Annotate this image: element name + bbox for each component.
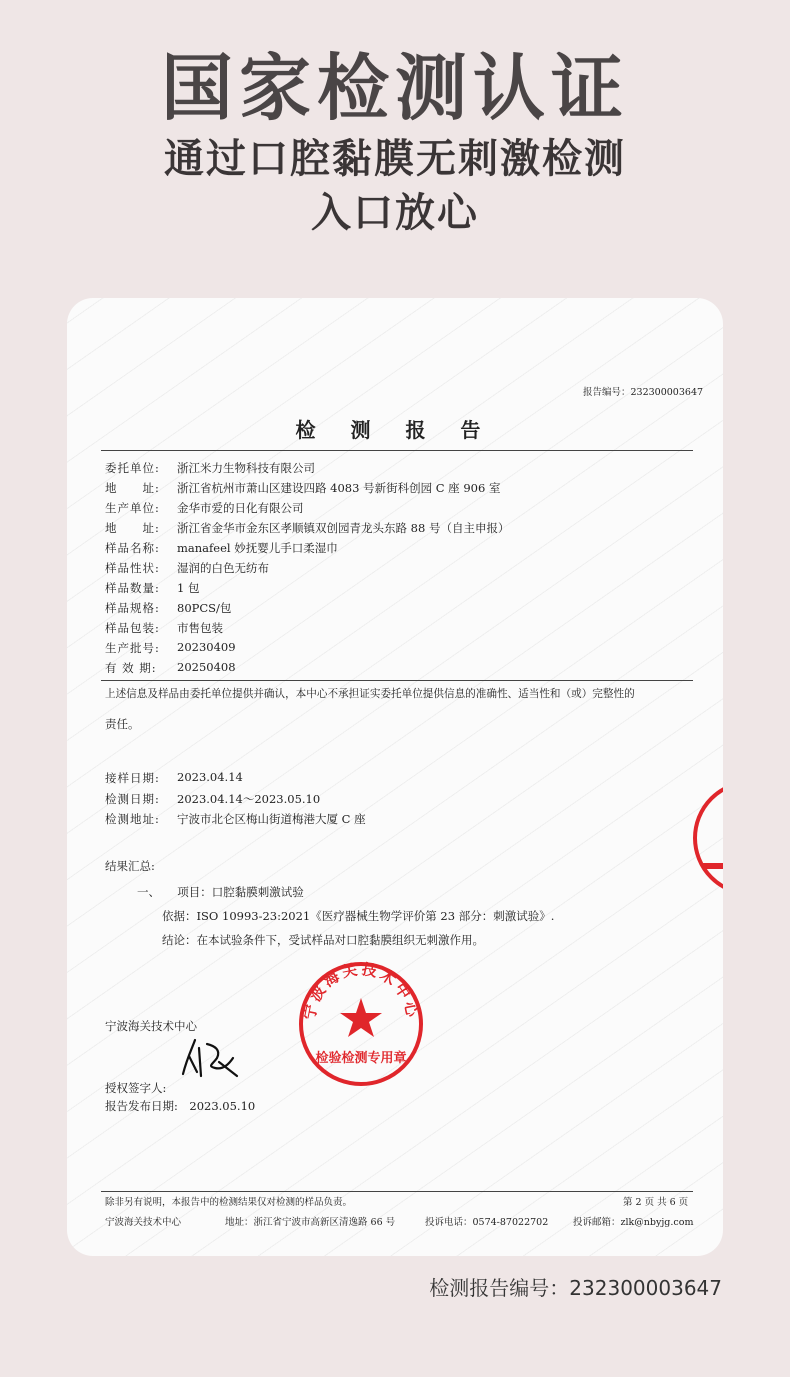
issuer-name: 宁波海关技术中心: [105, 1019, 197, 1033]
divider-footer: [101, 1191, 693, 1192]
date-value: 2023.04.14: [177, 770, 243, 784]
footer-center-name: 宁波海关技术中心: [105, 1217, 182, 1228]
field-label: 地 址:: [105, 481, 160, 495]
field-label: 委托单位:: [105, 461, 160, 475]
field-label: 样品包装:: [105, 621, 160, 635]
footer-email: 投诉邮箱：zlk@nbyjg.com: [573, 1217, 694, 1228]
page-title: 国家检测认证: [160, 46, 629, 130]
field-label: 生产单位:: [105, 501, 160, 515]
date-label: 检测地址:: [105, 812, 160, 826]
test-conclusion: 结论：在本试验条件下，受试样品对口腔黏膜组织无刺激作用。: [162, 933, 484, 947]
date-label: 检测日期:: [105, 792, 160, 806]
issue-date: 报告发布日期: 2023.05.10: [105, 1099, 256, 1113]
field-label: 样品性状:: [105, 561, 160, 575]
date-label: 接样日期:: [105, 771, 160, 785]
signatory-label: 授权签字人:: [105, 1081, 167, 1095]
field-value: 20230409: [177, 640, 236, 654]
field-value: 浙江省金华市金东区孝顺镇双创园青龙头东路 88 号（自主申报）: [177, 521, 510, 535]
field-value: 20250408: [177, 660, 236, 674]
date-value: 宁波市北仑区梅山街道梅港大厦 C 座: [177, 812, 366, 826]
seal-text-top: 宁波海关技术中心: [300, 959, 422, 1022]
divider-fields: [101, 680, 693, 681]
field-value: 浙江米力生物科技有限公司: [177, 461, 315, 475]
report-number-caption: 检测报告编号：232300003647: [429, 1276, 722, 1300]
field-value: 市售包装: [177, 621, 223, 635]
field-label: 样品数量:: [105, 581, 160, 595]
field-label: 样品名称:: [105, 541, 160, 555]
official-seal-stamp: [295, 958, 427, 1090]
footnote: 除非另有说明，本报告中的检测结果仅对检测的样品负责。: [105, 1197, 353, 1208]
report-number: 报告编号：232300003647: [583, 387, 704, 398]
date-value: 2023.04.14～2023.05.10: [177, 792, 321, 806]
report-title: 检 测 报 告: [295, 418, 495, 442]
page-indicator: 第 2 页 共 6 页: [623, 1197, 689, 1208]
summary-item: 一、 项目：口腔黏膜刺激试验: [137, 885, 304, 899]
handwritten-signature: [177, 1036, 247, 1082]
field-label: 地 址:: [105, 521, 160, 535]
seal-text-bottom: 检验检测专用章: [315, 1051, 407, 1066]
field-value: 80PCS/包: [177, 601, 232, 615]
divider-top: [101, 450, 693, 451]
test-basis: 依据：ISO 10993-23:2021《医疗器械生物学评价第 23 部分：刺激试验》.: [162, 909, 555, 923]
footer-phone: 投诉电话：0574-87022702: [425, 1217, 549, 1228]
subtitle-line-1: 通过口腔黏膜无刺激检测: [164, 136, 626, 182]
field-value: manafeel 妙抚婴儿手口柔湿巾: [177, 541, 338, 555]
test-report-document: [67, 298, 723, 1256]
field-value: 1 包: [177, 581, 200, 595]
disclaimer-line-1: 上述信息及样品由委托单位提供并确认，本中心不承担证实委托单位提供信息的准确性、适当性和（或）完整性的: [105, 688, 635, 700]
field-value: 浙江省杭州市萧山区建设四路 4083 号新街科创园 C 座 906 室: [177, 481, 501, 495]
field-value: 金华市爱的日化有限公司: [177, 501, 304, 515]
page-subtitle: [0, 132, 790, 240]
field-label: 有 效 期:: [105, 661, 157, 675]
field-label: 生产批号:: [105, 641, 160, 655]
partial-seal-edge: [691, 768, 723, 908]
footer-address: 地址：浙江省宁波市高新区清逸路 66 号: [225, 1217, 396, 1228]
field-value: 湿润的白色无纺布: [177, 561, 269, 575]
subtitle-line-2: 入口放心: [311, 190, 479, 236]
summary-label: 结果汇总:: [105, 859, 155, 873]
disclaimer-line-2: 责任。: [105, 717, 140, 731]
field-label: 样品规格:: [105, 601, 160, 615]
